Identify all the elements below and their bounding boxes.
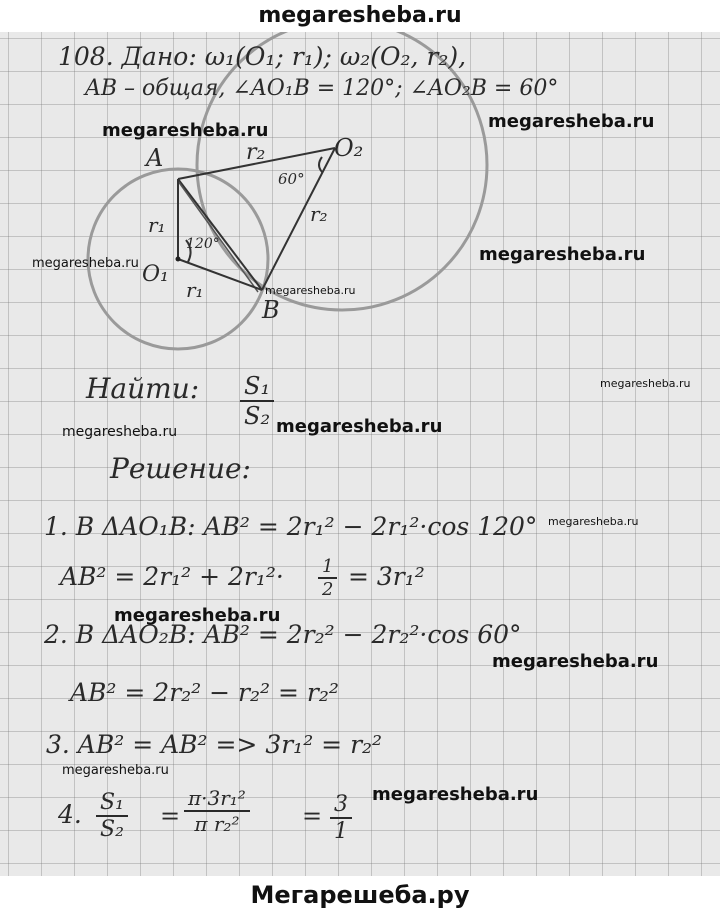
watermark: megaresheba.ru [492, 651, 659, 672]
watermark: megaresheba.ru [372, 784, 539, 805]
find-ratio [240, 372, 274, 430]
watermark: megaresheba.ru [114, 605, 281, 626]
figure-label-o2: O₂ [334, 134, 364, 162]
figure-label-b: B [262, 296, 280, 324]
figure-label-o1: O₁ [142, 262, 169, 287]
watermark: megaresheba.ru [276, 416, 443, 437]
watermark: megaresheba.ru [62, 424, 178, 440]
figure-label-angle-120: 120° [186, 236, 220, 252]
solution-step-1b-fraction [318, 556, 337, 600]
watermark: megaresheba.ru [102, 120, 269, 141]
figure-label-a: A [146, 144, 164, 172]
solution-heading: Решение: [110, 452, 251, 485]
given-line-2: AB – общая, ∠AO₁B = 120°; ∠AO₂B = 60° [85, 76, 559, 101]
solution-step-4-result-den: 1 [334, 819, 348, 844]
solution-step-2a: 2. В ΔAO₂B: AB² = 2r₂² − 2r₂²·cos 60° [44, 620, 522, 649]
solution-step-1b-end: = 3r₁² [348, 562, 425, 591]
angle-arc-60 [319, 157, 322, 172]
solution-step-3: 3. AB² = AB² => 3r₁² = r₂² [46, 730, 383, 759]
segment-a-b [178, 179, 262, 290]
watermark: megaresheba.ru [548, 515, 639, 528]
solution-step-1b-fraction-num: 1 [318, 556, 337, 579]
solution-step-4-prefix: 4. [58, 800, 82, 829]
solution-step-4-result-num: 3 [330, 792, 352, 819]
solution-step-4-lhs-den: S₂ [100, 817, 124, 842]
find-label: Найти: [86, 372, 200, 405]
watermark: megaresheba.ru [265, 284, 356, 297]
site-header: megaresheba.ru [0, 0, 720, 32]
solution-step-4-middle-den: π r₂² [194, 812, 240, 836]
watermark: megaresheba.ru [479, 244, 646, 265]
watermark: megaresheba.ru [32, 256, 139, 271]
solution-step-2b: AB² = 2r₂² − r₂² = r₂² [70, 678, 339, 707]
point-o1 [176, 257, 181, 262]
solution-step-4-lhs [96, 790, 128, 842]
solution-step-4-middle-num: π·3r₁² [184, 786, 250, 812]
solution-step-4-middle [184, 786, 250, 836]
solution-step-4-eq1: = [160, 802, 181, 830]
given-line-1: 108. Дано: ω₁(O₁; r₁); ω₂(O₂, r₂), [58, 42, 467, 71]
find-ratio-numerator: S₁ [240, 372, 274, 402]
solution-step-1b: AB² = 2r₁² + 2r₁²· [60, 562, 284, 591]
solution-step-4-result [330, 792, 352, 844]
figure-label-r1-left: r₁ [148, 213, 166, 237]
watermark: megaresheba.ru [488, 111, 655, 132]
figure-label-angle-60: 60° [278, 170, 305, 188]
site-footer: Мегарешеба.ру [0, 876, 720, 915]
find-ratio-denominator: S₂ [244, 402, 271, 430]
solution-step-1a: 1. В ΔAO₁B: AB² = 2r₁² − 2r₁²·cos 120° [44, 512, 538, 541]
solution-step-1b-fraction-den: 2 [322, 579, 334, 600]
solution-step-4-lhs-num: S₁ [96, 790, 128, 817]
solution-step-4-eq2: = [302, 802, 323, 830]
watermark: megaresheba.ru [62, 763, 169, 778]
watermark: megaresheba.ru [600, 377, 691, 390]
figure-label-r1-bottom: r₁ [186, 278, 204, 302]
figure-label-r2-top: r₂ [246, 140, 266, 165]
figure-label-r2-side: r₂ [310, 202, 328, 226]
